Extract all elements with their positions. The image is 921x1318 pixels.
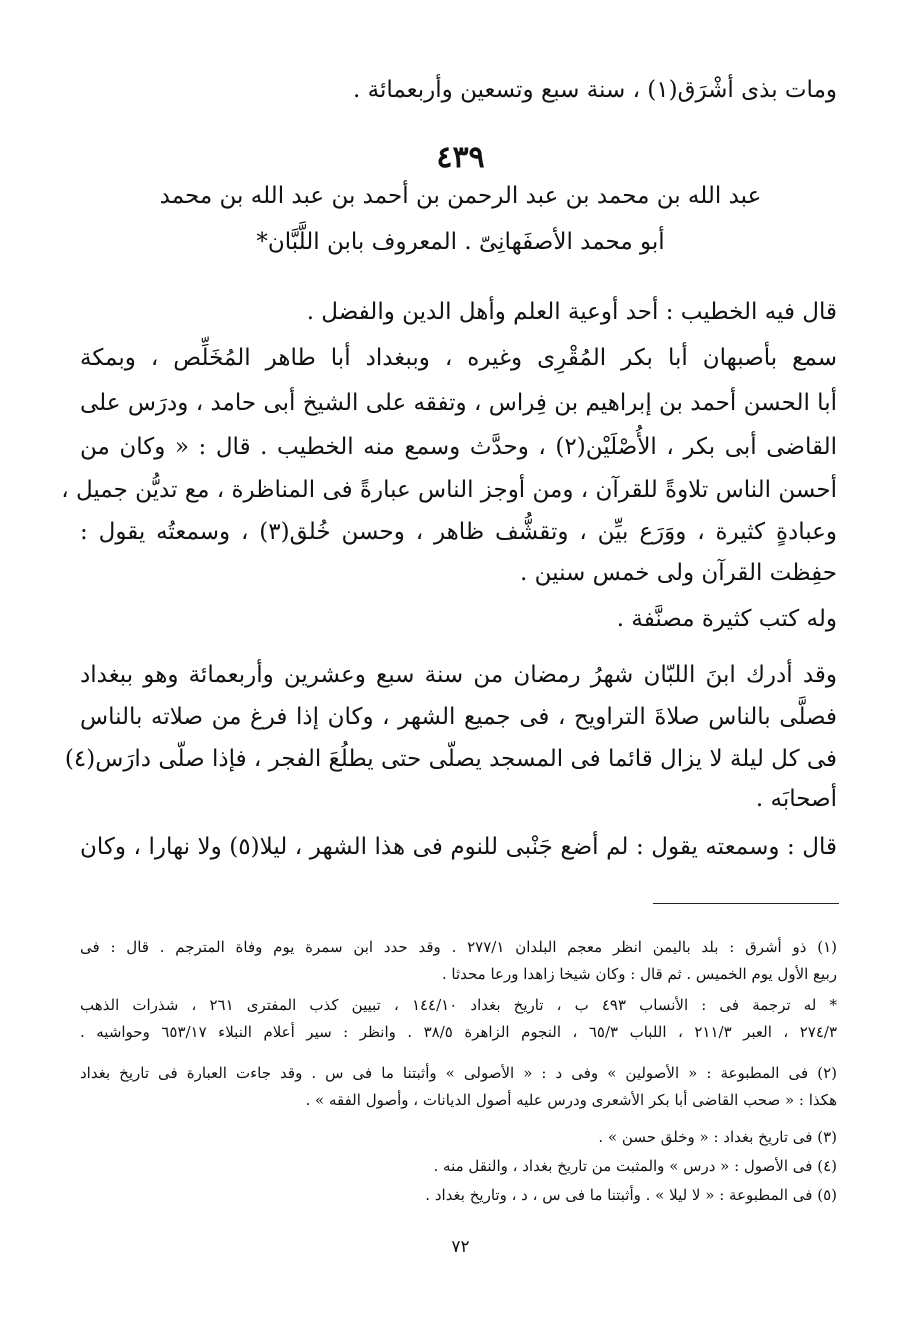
page-number: ٧٢ [451, 1237, 470, 1257]
paragraph-4-line: فى كل ليلة لا يزال قائما فى المسجد يصلّى حتى يطلُعَ الفجر ، فإذا صلّى دارَس(٤) [64, 746, 837, 772]
paragraph-2-line: أبا الحسن أحمد بن إبراهيم بن فِراس ، وتفقه على الشيخ أبى حامد ، ودرَس على [80, 390, 837, 416]
paragraph-4-line: وقد أدرك ابنَ اللبّان شهرُ رمضان من سنة سبع وعشرين وأربعمائة وهو ببغداد [80, 662, 837, 688]
paragraph-2-line: القاضى أبى بكر ، الأُصْلَيْن(٢) ، وحدَّث وسمع منه الخطيب . قال : « وكان من [80, 434, 837, 460]
footnote-2-line: هكذا : « صحب القاضى أبا بكر الأشعرى ودرس عليه أصول الديانات ، وأصول الفقه » . [305, 1091, 837, 1109]
paragraph-2-line: سمع بأصبهان أبا بكر المُقْرِى وغيره ، وببغداد أبا طاهر المُخَلِّص ، وبمكة [80, 345, 837, 371]
paragraph-2-line: أحسن الناس تلاوةً للقرآن ، ومن أوجز الناس عبارةً فى المناظرة ، مع تديُّن جميل ، [61, 477, 837, 503]
footnote-1-line: ربيع الأول يوم الخميس . ثم قال : وكان شيخا زاهدا ورعا محدثا . [441, 965, 837, 983]
footnote-separator [653, 903, 839, 904]
footnote-4: (٤) فى الأصول : « درس » والمثبت من تاريخ بغداد ، والنقل منه . [433, 1157, 837, 1175]
paragraph-2-line: حفِظت القرآن ولى خمس سنين . [520, 560, 837, 586]
paragraph-1: قال فيه الخطيب : أحد أوعية العلم وأهل الدين والفضل . [306, 299, 837, 325]
paragraph-4-line: فصلَّى بالناس صلاةَ التراويح ، فى جميع الشهر ، وكان إذا فرغ من صلاته بالناس [80, 704, 837, 730]
entry-number: ٤٣٩ [436, 140, 485, 175]
footnote-5: (٥) فى المطبوعة : « لا ليلا » . وأثبتنا ما فى س ، د ، وتاريخ بغداد . [425, 1186, 837, 1204]
paragraph-4-line: أصحابَه . [755, 786, 837, 812]
footnote-3: (٣) فى تاريخ بغداد : « وخلق حسن » . [598, 1128, 837, 1146]
biography-sources-line: ٢٧٤/٣ ، العبر ٢١١/٣ ، اللباب ٦٥/٣ ، النجوم الزاهرة ٣٨/٥ . وانظر : سير أعلام النبلاء ٦٥٣/١٧ وحواشيه . [80, 1023, 837, 1041]
biography-sources-line: * له ترجمة فى : الأنساب ٤٩٣ ب ، تاريخ بغداد ١٤٤/١٠ ، تبيين كذب المفترى ٢٦١ ، شذرات الذهب [80, 996, 838, 1014]
paragraph-3: وله كتب كثيرة مصنَّفة . [616, 606, 837, 632]
paragraph-5: قال : وسمعته يقول : لم أضع جَنْبى للنوم فى هذا الشهر ، ليلا(٥) ولا نهارا ، وكان [80, 834, 838, 860]
paragraph-2-line: وعبادةٍ كثيرة ، ووَرَع بيِّن ، وتقشُّف ظاهر ، وحسن خُلق(٣) ، وسمعتُه يقول : [80, 519, 838, 545]
entry-heading-line-2: أبو محمد الأصفَهانِىّ . المعروف بابن اللَّبَّان* [256, 229, 665, 255]
footnote-2-line: (٢) فى المطبوعة : « الأصولين » وفى د : « الأصولى » وأثبتنا ما فى س . وقد جاءت العبارة فى تاريخ بغداد [80, 1064, 837, 1082]
entry-heading-line-1: عبد الله بن محمد بن عبد الرحمن بن أحمد بن عبد الله بن محمد [159, 183, 762, 209]
footnote-1-line: (١) ذو أشرق : بلد باليمن انظر معجم البلدان ٢٧٧/١ . وقد حدد ابن سمرة يوم وفاة المترجم . قال : فى [80, 938, 837, 956]
continuation-line: ومات بذى أشْرَق(١) ، سنة سبع وتسعين وأربعمائة . [353, 77, 837, 103]
